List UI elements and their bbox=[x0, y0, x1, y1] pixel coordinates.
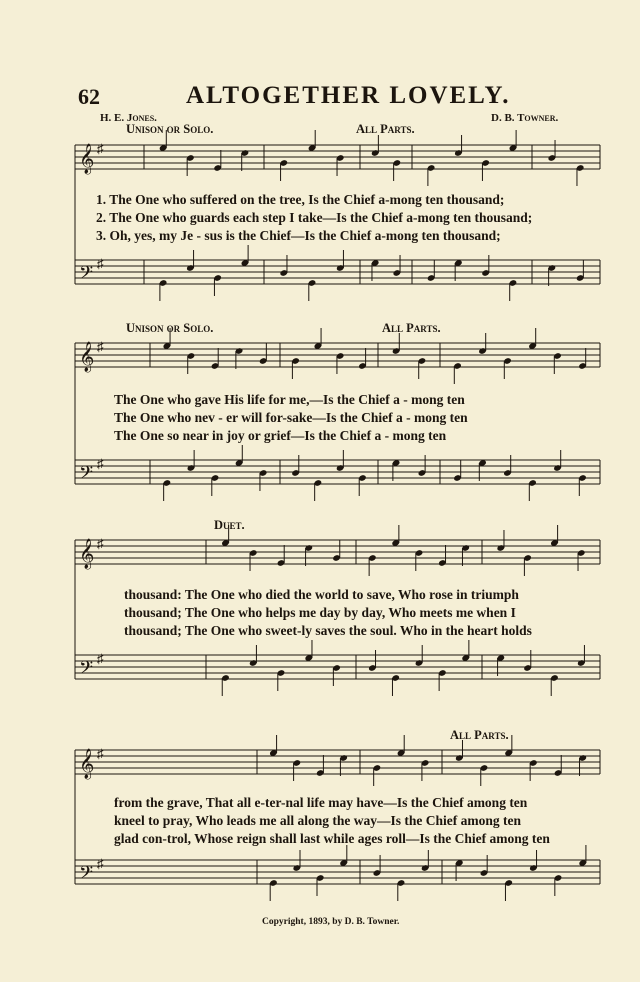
system-4-lyric-verse-1: from the grave, That all e-ter-nal life may have—Is the Chief among ten bbox=[114, 795, 528, 810]
system-4-lyric-verse-3: glad con-trol, Whose reign shall last while ages roll—Is the Chief among ten bbox=[114, 831, 550, 846]
key-sharp-icon: ♯ bbox=[97, 535, 104, 551]
system-3-lyric-verse-1: thousand: The One who died the world to save, Who rose in triumph bbox=[124, 587, 519, 602]
system-4-lyric-verse-2: kneel to pray, Who leads me all along the way—Is the Chief among ten bbox=[114, 813, 522, 828]
bass-clef-icon: 𝄢 bbox=[79, 263, 94, 288]
page-number: 62 bbox=[78, 84, 100, 109]
system-1-marking-all-parts: All Parts. bbox=[356, 122, 415, 136]
bass-clef-icon: 𝄢 bbox=[79, 863, 94, 888]
hymn-title: ALTOGETHER LOVELY. bbox=[186, 82, 511, 109]
key-sharp-icon: ♯ bbox=[97, 855, 104, 871]
lyricist-credit: H. E. Jones. bbox=[100, 112, 157, 124]
system-1-lyric-verse-1: 1. The One who suffered on the tree, Is the Chief a-mong ten thousand; bbox=[96, 192, 505, 207]
system-2-marking-unison: Unison or Solo. bbox=[126, 321, 214, 335]
key-sharp-icon: ♯ bbox=[97, 338, 104, 354]
system-2-lyric-verse-2: The One who nev - er will for-sake—Is the Chief a - mong ten bbox=[114, 410, 468, 425]
key-sharp-icon: ♯ bbox=[97, 140, 104, 156]
treble-clef-icon: 𝄞 bbox=[79, 539, 95, 569]
bass-clef-icon: 𝄢 bbox=[79, 463, 94, 488]
treble-clef-icon: 𝄞 bbox=[79, 342, 95, 372]
system-1-marking-unison: Unison or Solo. bbox=[126, 122, 214, 136]
bass-clef-icon: 𝄢 bbox=[79, 658, 94, 683]
system-1-lyric-verse-2: 2. The One who guards each step I take—Is the Chief a-mong ten thousand; bbox=[96, 210, 533, 225]
composer-credit: D. B. Towner. bbox=[491, 112, 559, 124]
key-sharp-icon: ♯ bbox=[97, 745, 104, 761]
key-sharp-icon: ♯ bbox=[97, 650, 104, 666]
system-2-lyric-verse-3: The One so near in joy or grief—Is the Chief a - mong ten bbox=[114, 428, 447, 443]
system-2-lyric-verse-1: The One who gave His life for me,—Is the Chief a - mong ten bbox=[114, 392, 465, 407]
system-3-lyric-verse-2: thousand; The One who helps me day by day, Who meets me when I bbox=[124, 605, 516, 620]
system-2-marking-all-parts: All Parts. bbox=[382, 321, 441, 335]
system-3-marking-duet: Duet. bbox=[214, 518, 245, 532]
system-4-marking-all-parts: All Parts. bbox=[450, 728, 509, 742]
key-sharp-icon: ♯ bbox=[97, 455, 104, 471]
system-1-lyric-verse-3: 3. Oh, yes, my Je - sus is the Chief—Is the Chief a-mong ten thousand; bbox=[96, 228, 501, 243]
treble-clef-icon: 𝄞 bbox=[79, 749, 95, 779]
system-3-lyric-verse-3: thousand; The One who sweet-ly saves the soul. Who in the heart holds bbox=[124, 623, 532, 638]
key-sharp-icon: ♯ bbox=[97, 255, 104, 271]
copyright-notice: Copyright, 1893, by D. B. Towner. bbox=[262, 917, 400, 927]
treble-clef-icon: 𝄞 bbox=[79, 144, 95, 174]
